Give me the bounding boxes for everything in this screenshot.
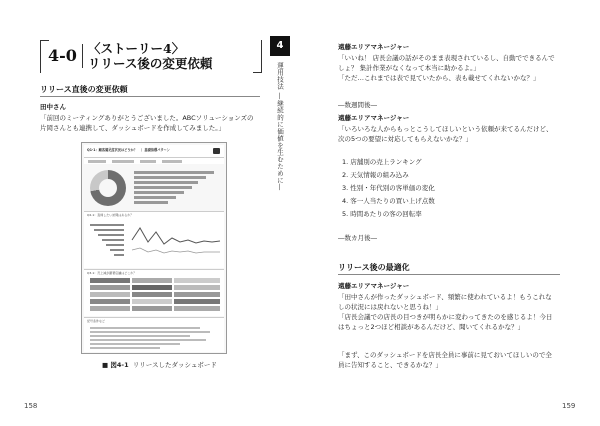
dashboard-panel-notes: [84, 317, 224, 352]
separator-months-later: ―数カ月後―: [338, 234, 377, 242]
list-item: 4. 客一人当たりの買い上げ点数: [342, 197, 435, 205]
bar: [134, 201, 168, 204]
quote-endo-4: [338, 350, 563, 370]
quote-endo-3: [338, 292, 563, 332]
dashboard-header: [84, 145, 224, 158]
panel-label: Q2-1：直帰したい訪問はあるか？: [87, 213, 134, 217]
chapter-tab: 4: [270, 36, 290, 56]
bar: [134, 176, 206, 179]
section-title-line2: リリース後の変更依頼: [88, 56, 213, 71]
quote-line: 片岡さんとも連携して、ダッシュボードを作成してみました。」: [40, 124, 225, 132]
subhead-underline: [40, 96, 260, 97]
subhead-optimization: リリース後の最適化: [338, 263, 410, 272]
chapter-vertical-title: 運用技法 ―継続的に価値を生むために―: [276, 62, 284, 191]
visits-line-secondary: [132, 248, 220, 253]
speaker-endo: 遠藤エリアマネージャー: [338, 282, 410, 290]
list-item: 3. 性別・年代別の客単価の変化: [342, 184, 435, 192]
figure-caption-text: リリースしたダッシュボード: [132, 361, 217, 369]
quote-line: しの状況には戻れないと思うね！」: [338, 303, 442, 311]
panel-label: Q3-1：売上減が顕著店舗はどこか？: [87, 271, 137, 275]
list-item: 5. 時間あたりの客の回転率: [342, 210, 422, 218]
quote-line: はちょっと2つほど相談があるんだけど、聞いてくれるかな？」: [338, 323, 525, 331]
section-number: 4-0: [48, 46, 77, 65]
kpi-block: [140, 160, 156, 163]
dashboard-figure: [81, 142, 227, 354]
subhead-release: リリース直後の変更依頼: [40, 85, 128, 94]
dashboard-title: Q1-1：顧客満足度状況はどうか？ ｜ 基礎指標パターン: [87, 148, 170, 152]
list-item: 2. 天気情報の組み込み: [342, 171, 409, 179]
bar: [134, 171, 214, 174]
section-divider: [82, 44, 83, 68]
quote-line: 「田中さんが作ったダッシュボード、頻繁に使われているよ！もうこれな: [338, 293, 552, 301]
section-heading: [40, 40, 262, 72]
section-title-line1: 〈ストーリー4〉: [88, 41, 185, 56]
quote-line: 「まず、このダッシュボードを店長全員に事前に見ておいてほしいので全: [338, 351, 552, 359]
quote-line: 員に告知すること、できるかな？」: [338, 361, 442, 369]
visits-line: [132, 228, 220, 244]
figure-caption: [102, 360, 217, 369]
dashboard-panel-visits: [84, 211, 224, 268]
mug-icon: [213, 148, 220, 154]
quote-line: 「いいね！ 店長会議の話がそのまま表現されているし、自動でできるんで: [338, 54, 555, 62]
figure-caption-label: ■ 図4-1: [102, 361, 129, 369]
quote-line: 「いろいろな人からもっとこうしてほしいという依頼が来てるんだけど、: [338, 125, 553, 133]
quote-line: 「前回のミーティングありがとうございました。ABCソリューションズの: [40, 114, 254, 122]
quote-endo-1: [338, 53, 563, 83]
sales-heatmap: [90, 278, 218, 314]
list-item: 1. 店舗別の売上ランキング: [342, 158, 422, 166]
quote-endo-2: [338, 124, 563, 144]
quote-line: 「店長会議での店長の目つきが明らかに変わってきたのを感じるよ！今日: [338, 313, 553, 321]
bar: [134, 186, 192, 189]
visits-line-chart: [88, 220, 224, 264]
separator-weeks-later: ―数週間後―: [338, 101, 377, 109]
kpi-block: [162, 160, 182, 163]
section-title: [88, 41, 212, 71]
dashboard-bar-chart: [134, 169, 222, 207]
page-number-right: 159: [562, 402, 576, 410]
quote-line: 「ただ…これまでは表で見ていたから、表も載せてくれないかな？」: [338, 74, 540, 82]
dashboard-donut-chart: [90, 170, 126, 206]
kpi-block: [88, 160, 106, 163]
quote-tanaka: [40, 113, 270, 133]
heading-bracket-right: [253, 40, 262, 73]
dashboard-panel-sales: [84, 269, 224, 316]
subhead-underline: [338, 274, 560, 275]
speaker-endo: 遠藤エリアマネージャー: [338, 114, 410, 122]
dashboard-kpi-strip: [84, 158, 224, 164]
quote-line: 次の5つの要望に対応してもらえないかな？」: [338, 135, 473, 143]
kpi-block: [112, 160, 134, 163]
bar: [134, 191, 184, 194]
stair-bars: [90, 224, 124, 256]
speaker-endo: 遠藤エリアマネージャー: [338, 43, 410, 51]
quote-line: しょ？ 集計作業がなくなって本当に助かるよ。」: [338, 64, 480, 72]
bar: [134, 196, 176, 199]
panel-label: 記号条件など: [87, 319, 106, 323]
page-number-left: 158: [24, 402, 38, 410]
speaker-tanaka: 田中さん: [40, 103, 66, 111]
bar: [134, 181, 198, 184]
